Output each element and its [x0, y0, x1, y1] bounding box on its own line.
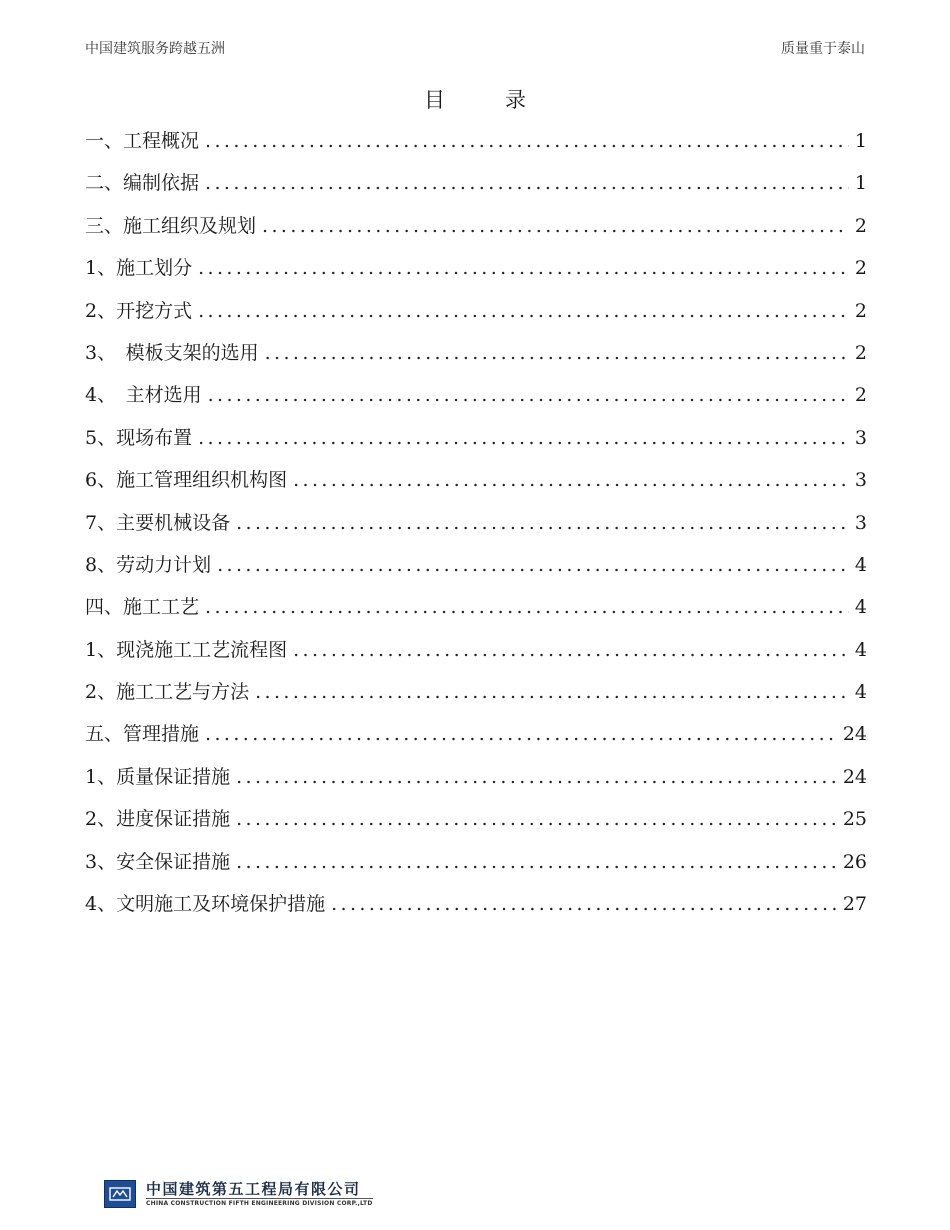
toc-title: 目录 — [424, 88, 586, 112]
toc-entry[interactable] — [85, 586, 867, 628]
toc-entry-label: 四、施工工艺 — [85, 596, 200, 619]
toc-entry-page-number: 3 — [854, 469, 867, 492]
toc-dot-leader — [205, 162, 849, 204]
toc-dot-leader — [331, 883, 837, 925]
toc-entry-page-number: 24 — [842, 723, 867, 746]
toc-dot-leader — [293, 629, 849, 671]
toc-entry-label: 1、现浇施工工艺流程图 — [85, 638, 288, 661]
toc-entry[interactable] — [85, 332, 867, 374]
toc-entry-label: 一、工程概况 — [85, 130, 200, 152]
toc-entry-label: 三、施工组织及规划 — [85, 214, 257, 237]
toc-entry-label: 4、 主材选用 — [85, 384, 202, 407]
toc-entry-page-number: 3 — [854, 511, 867, 534]
toc-entry-label: 8、劳动力计划 — [85, 553, 212, 576]
toc-entry[interactable] — [85, 120, 867, 162]
toc-entry[interactable] — [85, 798, 867, 840]
toc-entry[interactable] — [85, 290, 867, 332]
toc-entry-label: 4、文明施工及环境保护措施 — [85, 893, 326, 916]
toc-entry[interactable] — [85, 502, 867, 544]
toc-entry-page-number: 2 — [854, 341, 867, 364]
toc-entry-page-number: 4 — [854, 638, 867, 661]
toc-entry[interactable] — [85, 544, 867, 586]
header-slogan-right: 质量重于泰山 — [781, 41, 865, 57]
toc-entry-label: 1、施工划分 — [85, 257, 193, 280]
toc-entry[interactable] — [85, 713, 867, 755]
toc-entry[interactable] — [85, 417, 867, 459]
toc-entry-label: 五、管理措施 — [85, 723, 200, 746]
toc-dot-leader — [255, 671, 849, 713]
toc-entry[interactable] — [85, 671, 867, 713]
toc-entry-page-number: 1 — [854, 130, 867, 152]
toc-entry-label: 6、施工管理组织机构图 — [85, 469, 288, 492]
toc-entry-label: 3、安全保证措施 — [85, 850, 231, 873]
cscec-logo-icon — [104, 1180, 136, 1208]
toc-dot-leader — [205, 120, 849, 162]
toc-entry-page-number: 26 — [842, 850, 867, 873]
toc-entry[interactable] — [85, 459, 867, 501]
toc-dot-leader — [262, 205, 849, 247]
toc-dot-leader — [236, 798, 837, 840]
toc-entry-label: 2、进度保证措施 — [85, 808, 231, 831]
toc-entry[interactable] — [85, 841, 867, 883]
toc-entry-label: 2、施工工艺与方法 — [85, 681, 250, 704]
toc-entry[interactable] — [85, 162, 867, 204]
toc-entry-page-number: 4 — [854, 681, 867, 704]
toc-dot-leader — [236, 841, 837, 883]
toc-dot-leader — [205, 586, 849, 628]
company-logo — [104, 1180, 373, 1208]
toc-entry-page-number: 1 — [854, 172, 867, 195]
toc-entry[interactable] — [85, 756, 867, 798]
toc-dot-leader — [265, 332, 849, 374]
toc-entry[interactable] — [85, 883, 867, 925]
toc-entry-page-number: 25 — [842, 808, 867, 831]
toc-entry-page-number: 2 — [854, 384, 867, 407]
company-name-en: CHINA CONSTRUCTION FIFTH ENGINEERING DIVISION CORP.,LTD — [146, 1200, 373, 1207]
toc-entry-label: 二、编制依据 — [85, 172, 200, 195]
toc-entry[interactable] — [85, 205, 867, 247]
toc-dot-leader — [236, 502, 849, 544]
toc-entry-label: 1、质量保证措施 — [85, 765, 231, 788]
toc-entry-label: 5、现场布置 — [85, 426, 193, 449]
toc-dot-leader — [217, 544, 849, 586]
toc-entry-page-number: 3 — [854, 426, 867, 449]
toc-entry-page-number: 24 — [842, 765, 867, 788]
toc-dot-leader — [198, 247, 849, 289]
toc-entry[interactable] — [85, 629, 867, 671]
toc-entry[interactable] — [85, 247, 867, 289]
toc-dot-leader — [208, 374, 849, 416]
toc-entry-page-number: 4 — [854, 553, 867, 576]
header-slogan-left: 中国建筑服务跨越五洲 — [85, 41, 225, 57]
toc-dot-leader — [205, 713, 837, 755]
toc-entry-label: 7、主要机械设备 — [85, 511, 231, 534]
toc-entry-label: 3、 模板支架的选用 — [85, 341, 259, 364]
toc-entry-page-number: 4 — [854, 596, 867, 619]
toc-entry-page-number: 27 — [842, 893, 867, 916]
toc-entry-page-number: 2 — [854, 257, 867, 280]
toc-entry-label: 2、开挖方式 — [85, 299, 193, 322]
toc-dot-leader — [198, 417, 849, 459]
toc-entry-page-number: 2 — [854, 299, 867, 322]
toc-entry-page-number: 2 — [854, 214, 867, 237]
toc-dot-leader — [236, 756, 837, 798]
table-of-contents — [85, 120, 867, 925]
toc-dot-leader — [198, 290, 849, 332]
toc-dot-leader — [293, 459, 849, 501]
company-name-cn: 中国建筑第五工程局有限公司 — [146, 1180, 361, 1198]
toc-entry[interactable] — [85, 374, 867, 416]
page-header — [85, 38, 865, 58]
